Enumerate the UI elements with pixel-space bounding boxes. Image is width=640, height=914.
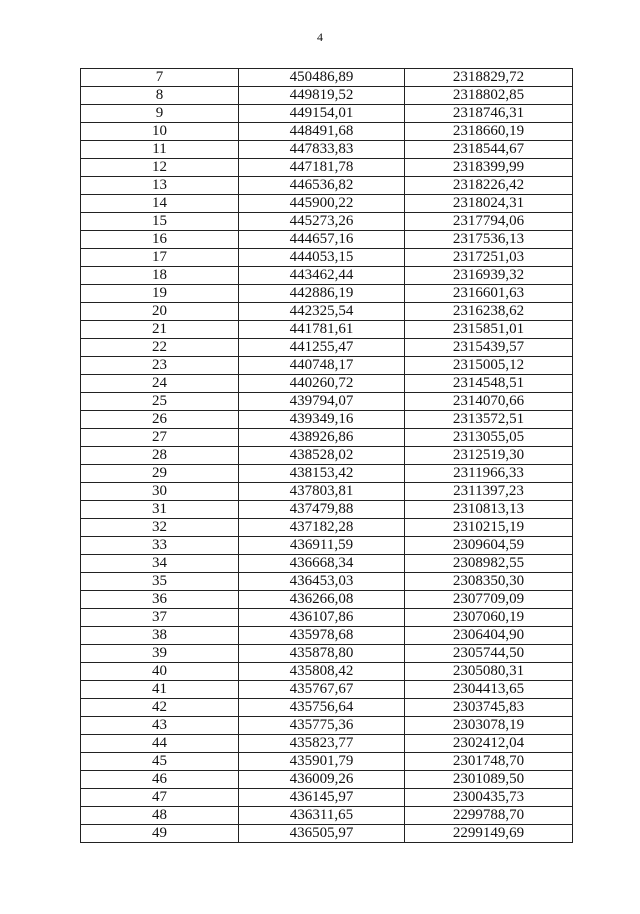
point-number-cell: 28 (81, 447, 239, 465)
table-row (81, 231, 573, 249)
table-row (81, 303, 573, 321)
x-coordinate-cell: 444053,15 (239, 249, 405, 267)
point-number-cell: 30 (81, 483, 239, 501)
point-number-cell: 24 (81, 375, 239, 393)
y-coordinate-cell: 2305080,31 (405, 663, 573, 681)
y-coordinate-cell: 2318399,99 (405, 159, 573, 177)
table-row (81, 663, 573, 681)
point-number-cell: 36 (81, 591, 239, 609)
x-coordinate-cell: 435901,79 (239, 753, 405, 771)
table-row (81, 465, 573, 483)
x-coordinate-cell: 438528,02 (239, 447, 405, 465)
y-coordinate-cell: 2313055,05 (405, 429, 573, 447)
point-number-cell: 9 (81, 105, 239, 123)
table-row (81, 321, 573, 339)
table-row (81, 825, 573, 843)
point-number-cell: 27 (81, 429, 239, 447)
table-row (81, 447, 573, 465)
y-coordinate-cell: 2303078,19 (405, 717, 573, 735)
point-number-cell: 12 (81, 159, 239, 177)
point-number-cell: 15 (81, 213, 239, 231)
point-number-cell: 13 (81, 177, 239, 195)
x-coordinate-cell: 435775,36 (239, 717, 405, 735)
table-row (81, 609, 573, 627)
point-number-cell: 14 (81, 195, 239, 213)
x-coordinate-cell: 436107,86 (239, 609, 405, 627)
y-coordinate-cell: 2304413,65 (405, 681, 573, 699)
y-coordinate-cell: 2317794,06 (405, 213, 573, 231)
point-number-cell: 47 (81, 789, 239, 807)
y-coordinate-cell: 2318829,72 (405, 69, 573, 87)
point-number-cell: 32 (81, 519, 239, 537)
y-coordinate-cell: 2309604,59 (405, 537, 573, 555)
point-number-cell: 23 (81, 357, 239, 375)
y-coordinate-cell: 2302412,04 (405, 735, 573, 753)
point-number-cell: 39 (81, 645, 239, 663)
y-coordinate-cell: 2308982,55 (405, 555, 573, 573)
table-row (81, 249, 573, 267)
y-coordinate-cell: 2316939,32 (405, 267, 573, 285)
x-coordinate-cell: 435978,68 (239, 627, 405, 645)
x-coordinate-cell: 449819,52 (239, 87, 405, 105)
table-row (81, 501, 573, 519)
page-number: 4 (317, 30, 323, 44)
y-coordinate-cell: 2310813,13 (405, 501, 573, 519)
x-coordinate-cell: 449154,01 (239, 105, 405, 123)
point-number-cell: 8 (81, 87, 239, 105)
y-coordinate-cell: 2316238,62 (405, 303, 573, 321)
coordinates-table-body (81, 69, 573, 843)
point-number-cell: 11 (81, 141, 239, 159)
x-coordinate-cell: 447181,78 (239, 159, 405, 177)
y-coordinate-cell: 2316601,63 (405, 285, 573, 303)
y-coordinate-cell: 2311966,33 (405, 465, 573, 483)
y-coordinate-cell: 2305744,50 (405, 645, 573, 663)
point-number-cell: 43 (81, 717, 239, 735)
y-coordinate-cell: 2315851,01 (405, 321, 573, 339)
x-coordinate-cell: 435808,42 (239, 663, 405, 681)
y-coordinate-cell: 2318544,67 (405, 141, 573, 159)
point-number-cell: 22 (81, 339, 239, 357)
table-row (81, 375, 573, 393)
x-coordinate-cell: 442325,54 (239, 303, 405, 321)
table-row (81, 771, 573, 789)
table-row (81, 177, 573, 195)
table-row (81, 573, 573, 591)
x-coordinate-cell: 436266,08 (239, 591, 405, 609)
table-row (81, 87, 573, 105)
table-row (81, 429, 573, 447)
point-number-cell: 34 (81, 555, 239, 573)
x-coordinate-cell: 445273,26 (239, 213, 405, 231)
table-row (81, 69, 573, 87)
point-number-cell: 49 (81, 825, 239, 843)
x-coordinate-cell: 439349,16 (239, 411, 405, 429)
table-row (81, 357, 573, 375)
x-coordinate-cell: 447833,83 (239, 141, 405, 159)
table-row (81, 213, 573, 231)
y-coordinate-cell: 2308350,30 (405, 573, 573, 591)
point-number-cell: 37 (81, 609, 239, 627)
x-coordinate-cell: 445900,22 (239, 195, 405, 213)
x-coordinate-cell: 436505,97 (239, 825, 405, 843)
x-coordinate-cell: 437479,88 (239, 501, 405, 519)
x-coordinate-cell: 444657,16 (239, 231, 405, 249)
y-coordinate-cell: 2314548,51 (405, 375, 573, 393)
y-coordinate-cell: 2318746,31 (405, 105, 573, 123)
table-row (81, 411, 573, 429)
table-row (81, 141, 573, 159)
x-coordinate-cell: 443462,44 (239, 267, 405, 285)
table-row (81, 339, 573, 357)
table-row (81, 123, 573, 141)
table-row (81, 537, 573, 555)
y-coordinate-cell: 2300435,73 (405, 789, 573, 807)
point-number-cell: 45 (81, 753, 239, 771)
y-coordinate-cell: 2307060,19 (405, 609, 573, 627)
point-number-cell: 7 (81, 69, 239, 87)
table-row (81, 789, 573, 807)
y-coordinate-cell: 2311397,23 (405, 483, 573, 501)
x-coordinate-cell: 440748,17 (239, 357, 405, 375)
x-coordinate-cell: 438926,86 (239, 429, 405, 447)
point-number-cell: 41 (81, 681, 239, 699)
table-row (81, 753, 573, 771)
table-row (81, 807, 573, 825)
point-number-cell: 19 (81, 285, 239, 303)
table-row (81, 393, 573, 411)
x-coordinate-cell: 436145,97 (239, 789, 405, 807)
y-coordinate-cell: 2313572,51 (405, 411, 573, 429)
point-number-cell: 33 (81, 537, 239, 555)
y-coordinate-cell: 2303745,83 (405, 699, 573, 717)
x-coordinate-cell: 435756,64 (239, 699, 405, 717)
x-coordinate-cell: 435878,80 (239, 645, 405, 663)
y-coordinate-cell: 2306404,90 (405, 627, 573, 645)
table-row (81, 735, 573, 753)
table-row (81, 681, 573, 699)
y-coordinate-cell: 2307709,09 (405, 591, 573, 609)
table-row (81, 483, 573, 501)
x-coordinate-cell: 436911,59 (239, 537, 405, 555)
point-number-cell: 17 (81, 249, 239, 267)
x-coordinate-cell: 435767,67 (239, 681, 405, 699)
y-coordinate-cell: 2310215,19 (405, 519, 573, 537)
x-coordinate-cell: 441255,47 (239, 339, 405, 357)
x-coordinate-cell: 437803,81 (239, 483, 405, 501)
y-coordinate-cell: 2315005,12 (405, 357, 573, 375)
x-coordinate-cell: 438153,42 (239, 465, 405, 483)
table-row (81, 591, 573, 609)
table-row (81, 555, 573, 573)
table-row (81, 699, 573, 717)
point-number-cell: 16 (81, 231, 239, 249)
x-coordinate-cell: 435823,77 (239, 735, 405, 753)
point-number-cell: 38 (81, 627, 239, 645)
point-number-cell: 40 (81, 663, 239, 681)
x-coordinate-cell: 436311,65 (239, 807, 405, 825)
y-coordinate-cell: 2301748,70 (405, 753, 573, 771)
y-coordinate-cell: 2318226,42 (405, 177, 573, 195)
x-coordinate-cell: 436453,03 (239, 573, 405, 591)
point-number-cell: 21 (81, 321, 239, 339)
point-number-cell: 48 (81, 807, 239, 825)
x-coordinate-cell: 446536,82 (239, 177, 405, 195)
y-coordinate-cell: 2299788,70 (405, 807, 573, 825)
y-coordinate-cell: 2317536,13 (405, 231, 573, 249)
point-number-cell: 44 (81, 735, 239, 753)
point-number-cell: 29 (81, 465, 239, 483)
table-row (81, 105, 573, 123)
y-coordinate-cell: 2317251,03 (405, 249, 573, 267)
table-row (81, 195, 573, 213)
x-coordinate-cell: 440260,72 (239, 375, 405, 393)
x-coordinate-cell: 437182,28 (239, 519, 405, 537)
point-number-cell: 25 (81, 393, 239, 411)
x-coordinate-cell: 436009,26 (239, 771, 405, 789)
table-row (81, 267, 573, 285)
y-coordinate-cell: 2318024,31 (405, 195, 573, 213)
x-coordinate-cell: 441781,61 (239, 321, 405, 339)
x-coordinate-cell: 436668,34 (239, 555, 405, 573)
point-number-cell: 42 (81, 699, 239, 717)
point-number-cell: 18 (81, 267, 239, 285)
y-coordinate-cell: 2314070,66 (405, 393, 573, 411)
y-coordinate-cell: 2301089,50 (405, 771, 573, 789)
table-row (81, 519, 573, 537)
x-coordinate-cell: 439794,07 (239, 393, 405, 411)
point-number-cell: 35 (81, 573, 239, 591)
point-number-cell: 46 (81, 771, 239, 789)
x-coordinate-cell: 448491,68 (239, 123, 405, 141)
table-row (81, 627, 573, 645)
y-coordinate-cell: 2318802,85 (405, 87, 573, 105)
table-row (81, 285, 573, 303)
table-row (81, 717, 573, 735)
coordinates-table (80, 68, 573, 843)
point-number-cell: 26 (81, 411, 239, 429)
x-coordinate-cell: 450486,89 (239, 69, 405, 87)
x-coordinate-cell: 442886,19 (239, 285, 405, 303)
y-coordinate-cell: 2299149,69 (405, 825, 573, 843)
y-coordinate-cell: 2315439,57 (405, 339, 573, 357)
y-coordinate-cell: 2318660,19 (405, 123, 573, 141)
point-number-cell: 31 (81, 501, 239, 519)
point-number-cell: 20 (81, 303, 239, 321)
point-number-cell: 10 (81, 123, 239, 141)
y-coordinate-cell: 2312519,30 (405, 447, 573, 465)
table-row (81, 645, 573, 663)
table-row (81, 159, 573, 177)
